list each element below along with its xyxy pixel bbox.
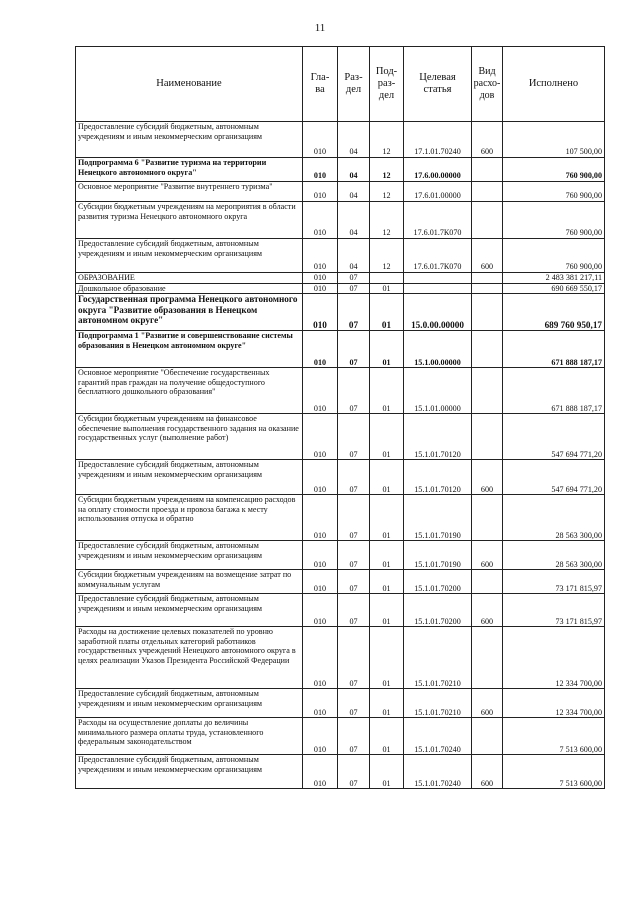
header-razdel: Раз- дел: [338, 47, 370, 122]
row-podrazdel: 12: [370, 122, 404, 158]
table-row: [76, 414, 605, 460]
row-podrazdel: 12: [370, 182, 404, 202]
row-glava: 010: [303, 541, 338, 570]
page-number: 11: [314, 22, 326, 34]
row-name: Субсидии бюджетным учреждениям на возмещение затрат по коммунальным услугам: [76, 570, 303, 594]
row-target-article: 17.6.01.00000: [404, 182, 472, 202]
row-executed-amount: 760 900,00: [503, 182, 605, 202]
row-target-article: 15.1.01.70120: [404, 414, 472, 460]
row-glava: 010: [303, 594, 338, 627]
header-name: Наименование: [76, 47, 303, 122]
header-expense-type: Вид расхо- дов: [472, 47, 503, 122]
row-name: Дошкольное образование: [76, 283, 303, 294]
row-podrazdel: 01: [370, 283, 404, 294]
table-row: [76, 331, 605, 368]
table-row: [76, 460, 605, 495]
row-podrazdel: 01: [370, 627, 404, 689]
table-row: [76, 273, 605, 284]
row-target-article: 17.6.01.7К070: [404, 239, 472, 273]
row-glava: 010: [303, 414, 338, 460]
row-executed-amount: 12 334 700,00: [503, 689, 605, 718]
row-glava: 010: [303, 122, 338, 158]
row-executed-amount: 689 760 950,17: [503, 294, 605, 331]
row-glava: 010: [303, 689, 338, 718]
table-header-row: [76, 47, 605, 122]
row-expense-type: [472, 294, 503, 331]
header-target-article: Целевая статья: [404, 47, 472, 122]
table-row: [76, 755, 605, 789]
row-executed-amount: 12 334 700,00: [503, 627, 605, 689]
row-name: Субсидии бюджетным учреждениям на компенсацию расходов на оплату стоимости проезда и провоза багажа к месту использования отпуска и обратно: [76, 495, 303, 541]
row-expense-type: [472, 182, 503, 202]
row-glava: 010: [303, 283, 338, 294]
row-name: Основное мероприятие "Развитие внутреннего туризма": [76, 182, 303, 202]
row-executed-amount: 73 171 815,97: [503, 570, 605, 594]
row-target-article: 15.1.01.70190: [404, 541, 472, 570]
row-target-article: 15.1.01.70240: [404, 755, 472, 789]
table-row: [76, 570, 605, 594]
row-expense-type: [472, 368, 503, 414]
table-row: [76, 283, 605, 294]
row-podrazdel: 01: [370, 368, 404, 414]
row-razdel: 04: [338, 202, 370, 239]
row-target-article: 17.1.01.70240: [404, 122, 472, 158]
row-expense-type: [472, 158, 503, 182]
row-target-article: 17.6.01.7К070: [404, 202, 472, 239]
table-row: [76, 718, 605, 755]
row-expense-type: 600: [472, 122, 503, 158]
row-razdel: 04: [338, 158, 370, 182]
row-name: Расходы на достижение целевых показателей по уровню заработной платы отдельных категорий работников государственных учреждений Ненецкого автономного округа в целях реализации Указов Президента Российской Федерации: [76, 627, 303, 689]
row-razdel: 07: [338, 755, 370, 789]
row-razdel: 07: [338, 570, 370, 594]
row-executed-amount: 760 900,00: [503, 158, 605, 182]
row-name: Предоставление субсидий бюджетным, автономным учреждениям и иным некоммерческим организациям: [76, 689, 303, 718]
row-podrazdel: 01: [370, 331, 404, 368]
row-executed-amount: 28 563 300,00: [503, 541, 605, 570]
table-row: [76, 541, 605, 570]
row-target-article: 17.6.00.00000: [404, 158, 472, 182]
row-executed-amount: 760 900,00: [503, 202, 605, 239]
row-glava: 010: [303, 273, 338, 284]
row-name: Предоставление субсидий бюджетным, автономным учреждениям и иным некоммерческим организациям: [76, 122, 303, 158]
row-name: Предоставление субсидий бюджетным, автономным учреждениям и иным некоммерческим организациям: [76, 460, 303, 495]
row-podrazdel: 01: [370, 689, 404, 718]
row-executed-amount: 7 513 600,00: [503, 718, 605, 755]
row-executed-amount: 547 694 771,20: [503, 414, 605, 460]
row-executed-amount: 690 669 550,17: [503, 283, 605, 294]
row-expense-type: 600: [472, 689, 503, 718]
table-row: [76, 495, 605, 541]
table-row: [76, 627, 605, 689]
row-glava: 010: [303, 182, 338, 202]
row-podrazdel: 01: [370, 414, 404, 460]
row-expense-type: 600: [472, 239, 503, 273]
table-body: [76, 122, 605, 789]
row-executed-amount: 73 171 815,97: [503, 594, 605, 627]
row-razdel: 07: [338, 541, 370, 570]
row-razdel: 07: [338, 273, 370, 284]
row-razdel: 07: [338, 594, 370, 627]
row-target-article: 15.1.01.70240: [404, 718, 472, 755]
row-expense-type: [472, 627, 503, 689]
row-expense-type: [472, 283, 503, 294]
row-expense-type: [472, 495, 503, 541]
row-expense-type: 600: [472, 755, 503, 789]
row-target-article: 15.1.01.70210: [404, 627, 472, 689]
table-row: [76, 158, 605, 182]
row-razdel: 07: [338, 689, 370, 718]
row-glava: 010: [303, 755, 338, 789]
row-expense-type: [472, 273, 503, 284]
row-executed-amount: 760 900,00: [503, 239, 605, 273]
row-name: Основное мероприятие "Обеспечение государственных гарантий прав граждан на получение общедоступного бесплатного дошкольного образования": [76, 368, 303, 414]
row-name: Государственная программа Ненецкого автономного округа "Развитие образования в Ненецком автономном округе": [76, 294, 303, 331]
row-executed-amount: 671 888 187,17: [503, 368, 605, 414]
row-glava: 010: [303, 460, 338, 495]
table-row: [76, 182, 605, 202]
row-razdel: 07: [338, 495, 370, 541]
row-razdel: 07: [338, 718, 370, 755]
row-target-article: 15.1.01.70190: [404, 495, 472, 541]
row-expense-type: 600: [472, 594, 503, 627]
row-name: Подпрограмма 1 "Развитие и совершенствование системы образования в Ненецком автономном округе": [76, 331, 303, 368]
row-podrazdel: 01: [370, 755, 404, 789]
row-razdel: 07: [338, 331, 370, 368]
row-expense-type: [472, 718, 503, 755]
row-name: Предоставление субсидий бюджетным, автономным учреждениям и иным некоммерческим организациям: [76, 239, 303, 273]
row-podrazdel: 12: [370, 202, 404, 239]
table-row: [76, 294, 605, 331]
row-podrazdel: 01: [370, 570, 404, 594]
row-podrazdel: 01: [370, 460, 404, 495]
row-name: ОБРАЗОВАНИЕ: [76, 273, 303, 284]
row-expense-type: 600: [472, 541, 503, 570]
table-row: [76, 122, 605, 158]
row-name: Предоставление субсидий бюджетным, автономным учреждениям и иным некоммерческим организациям: [76, 541, 303, 570]
row-name: Подпрограмма 6 "Развитие туризма на территории Ненецкого автономного округа": [76, 158, 303, 182]
row-name: Субсидии бюджетным учреждениям на финансовое обеспечение выполнения государственного задания на оказание государственных услуг (выполнение работ): [76, 414, 303, 460]
row-podrazdel: 01: [370, 718, 404, 755]
row-name: Субсидии бюджетным учреждениям на мероприятия в области развития туризма Ненецкого автономного округа: [76, 202, 303, 239]
row-executed-amount: 547 694 771,20: [503, 460, 605, 495]
row-razdel: 07: [338, 283, 370, 294]
row-razdel: 04: [338, 239, 370, 273]
row-razdel: 04: [338, 122, 370, 158]
row-name: Расходы на осуществление доплаты до величины минимального размера оплаты труда, установленного федеральным законодательством: [76, 718, 303, 755]
row-expense-type: [472, 570, 503, 594]
row-executed-amount: 7 513 600,00: [503, 755, 605, 789]
row-target-article: [404, 283, 472, 294]
row-razdel: 07: [338, 460, 370, 495]
budget-table: [75, 46, 605, 789]
row-razdel: 07: [338, 368, 370, 414]
header-glava: Гла- ва: [303, 47, 338, 122]
row-name: Предоставление субсидий бюджетным, автономным учреждениям и иным некоммерческим организациям: [76, 594, 303, 627]
row-expense-type: [472, 331, 503, 368]
row-razdel: 07: [338, 627, 370, 689]
row-target-article: 15.1.01.70210: [404, 689, 472, 718]
row-target-article: 15.1.00.00000: [404, 331, 472, 368]
table-row: [76, 689, 605, 718]
row-glava: 010: [303, 239, 338, 273]
row-glava: 010: [303, 158, 338, 182]
row-expense-type: [472, 202, 503, 239]
row-podrazdel: 01: [370, 541, 404, 570]
row-glava: 010: [303, 627, 338, 689]
row-podrazdel: 12: [370, 158, 404, 182]
row-razdel: 07: [338, 414, 370, 460]
row-expense-type: [472, 414, 503, 460]
row-glava: 010: [303, 294, 338, 331]
table-row: [76, 594, 605, 627]
row-glava: 010: [303, 368, 338, 414]
table-row: [76, 239, 605, 273]
row-executed-amount: 107 500,00: [503, 122, 605, 158]
row-glava: 010: [303, 331, 338, 368]
header-podrazdel: Под- раз- дел: [370, 47, 404, 122]
row-executed-amount: 28 563 300,00: [503, 495, 605, 541]
row-target-article: 15.1.01.70200: [404, 594, 472, 627]
row-target-article: [404, 273, 472, 284]
row-expense-type: 600: [472, 460, 503, 495]
row-razdel: 07: [338, 294, 370, 331]
row-glava: 010: [303, 718, 338, 755]
row-podrazdel: 01: [370, 495, 404, 541]
row-target-article: 15.1.01.70200: [404, 570, 472, 594]
table-row: [76, 202, 605, 239]
table-row: [76, 368, 605, 414]
row-glava: 010: [303, 495, 338, 541]
row-razdel: 04: [338, 182, 370, 202]
row-target-article: 15.0.00.00000: [404, 294, 472, 331]
row-target-article: 15.1.01.70120: [404, 460, 472, 495]
row-podrazdel: 01: [370, 294, 404, 331]
row-podrazdel: 01: [370, 594, 404, 627]
row-target-article: 15.1.01.00000: [404, 368, 472, 414]
row-glava: 010: [303, 202, 338, 239]
row-glava: 010: [303, 570, 338, 594]
row-name: Предоставление субсидий бюджетным, автономным учреждениям и иным некоммерческим организациям: [76, 755, 303, 789]
row-podrazdel: 12: [370, 239, 404, 273]
row-podrazdel: [370, 273, 404, 284]
header-executed: Исполнено: [503, 47, 605, 122]
row-executed-amount: 2 483 381 217,11: [503, 273, 605, 284]
row-executed-amount: 671 888 187,17: [503, 331, 605, 368]
